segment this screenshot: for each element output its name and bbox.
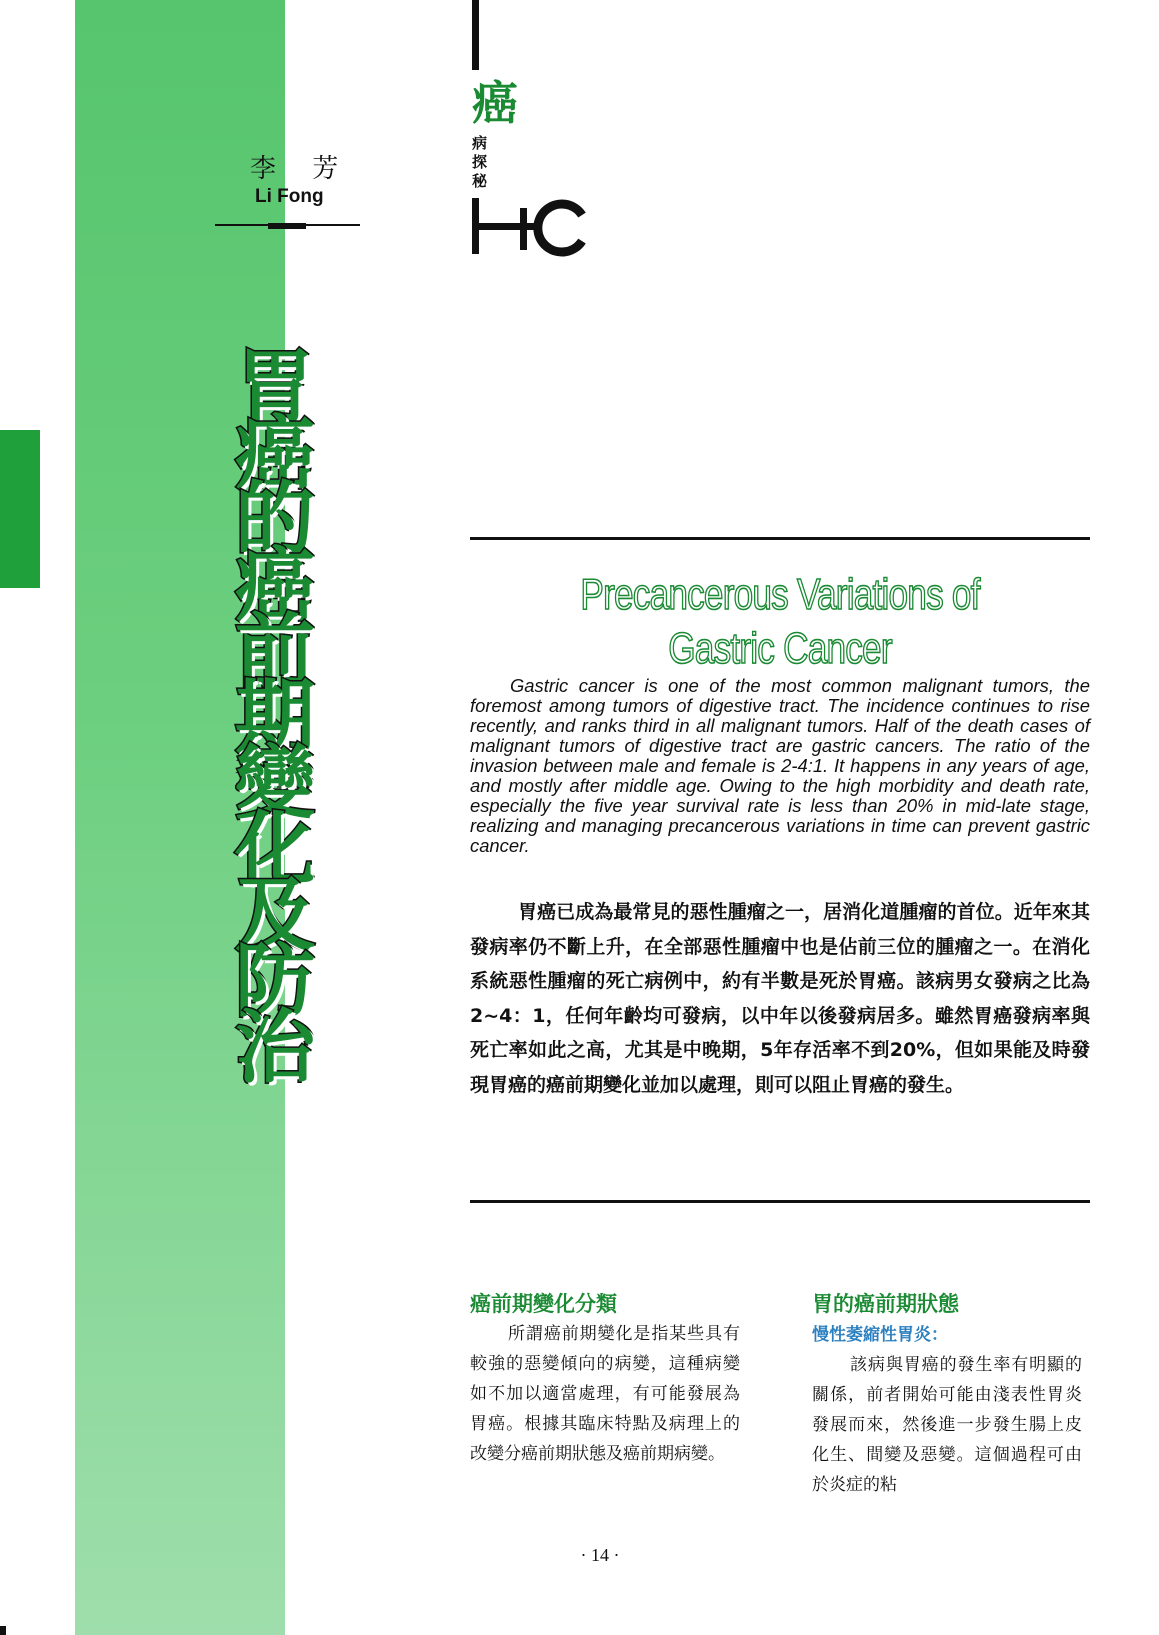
hc-logo-icon [470, 198, 590, 262]
abstract-top-rule [470, 537, 1090, 540]
article-vertical-title [220, 341, 330, 1094]
section-subtitle-char: 探 [472, 153, 488, 171]
author-divider-mark [268, 223, 306, 229]
left-column-text: 所謂癌前期變化是指某些具有較強的惡變傾向的病變，這種病變如不加以適當處理，有可能發展為胃癌。根據其臨床特點及病理上的改變分癌前期狀態及癌前期病變。 [470, 1324, 740, 1464]
section-subtitle-char: 病 [472, 134, 488, 152]
right-column-heading: 胃的癌前期狀態 [812, 1292, 959, 1316]
title-char: 化 [235, 803, 315, 896]
page-number: · 14 · [580, 1545, 620, 1565]
english-abstract: Gastric cancer is one of the most common malignant tumors, the foremost among tumors of digestive tract. The incidence continues to rise recently, and ranks third in all malignant tumors. Half of the death cases of malignant tumors of digestive tract are gastric cancers. The ratio of the invasion between male and female is 2-4:1. It happens in any years of age, and mostly after middle age. Owing to the high morbidity and death rate, especially the five year survival rate is less than 20% in mid-late stage, realizing and managing precancerous variations in time can prevent gastric cancer. [470, 675, 1090, 856]
title-char: 及 [235, 869, 315, 962]
english-title-line: Precancerous Variations of [580, 570, 980, 619]
title-char: 癌 [235, 407, 315, 500]
title-char: 治 [235, 1001, 315, 1094]
edge-tab-marker [0, 430, 40, 588]
title-char: 的 [235, 473, 315, 566]
section-subtitle [472, 134, 494, 191]
title-char: 前 [235, 605, 315, 698]
chinese-abstract: 胃癌已成為最常見的惡性腫瘤之一，居消化道腫瘤的首位。近年來其發病率仍不斷上升，在全部惡性腫瘤中也是佔前三位的腫瘤之一。在消化系統惡性腫瘤的死亡病例中，約有半數是死於胃癌。該病男女發病之比為2~4：1，任何年齡均可發病，以中年以後發病居多。雖然胃癌發病率與死亡率如此之高，尤其是中晚期，5年存活率不到20%，但如果能及時發現胃癌的癌前期變化並加以處理，則可以阻止胃癌的發生。 [470, 901, 1090, 1096]
english-title [532, 568, 1028, 676]
section-vertical-rule [472, 0, 479, 70]
title-char: 期 [235, 671, 315, 764]
title-char: 胃 [235, 341, 315, 434]
section-subtitle-char: 秘 [472, 172, 488, 190]
right-column-text: 該病與胃癌的發生率有明顯的關係，前者開始可能由淺表性胃炎發展而來，然後進一步發生腸上皮化生、間變及惡變。這個過程可由於炎症的粘 [812, 1355, 1082, 1495]
abstract-bottom-rule [470, 1200, 1090, 1203]
english-title-line: Gastric Cancer [668, 624, 892, 673]
author-name-chinese: 李 芳 [250, 154, 353, 184]
title-char: 癌 [235, 539, 315, 632]
section-title: 癌 [472, 76, 518, 130]
title-char: 防 [235, 935, 315, 1028]
right-column-subheading: 慢性萎縮性胃炎： [812, 1325, 948, 1345]
title-char: 變 [235, 737, 315, 830]
author-name-english: Li Fong [255, 186, 324, 207]
corner-crop-mark [0, 1626, 6, 1635]
left-column-heading: 癌前期變化分類 [470, 1292, 617, 1316]
